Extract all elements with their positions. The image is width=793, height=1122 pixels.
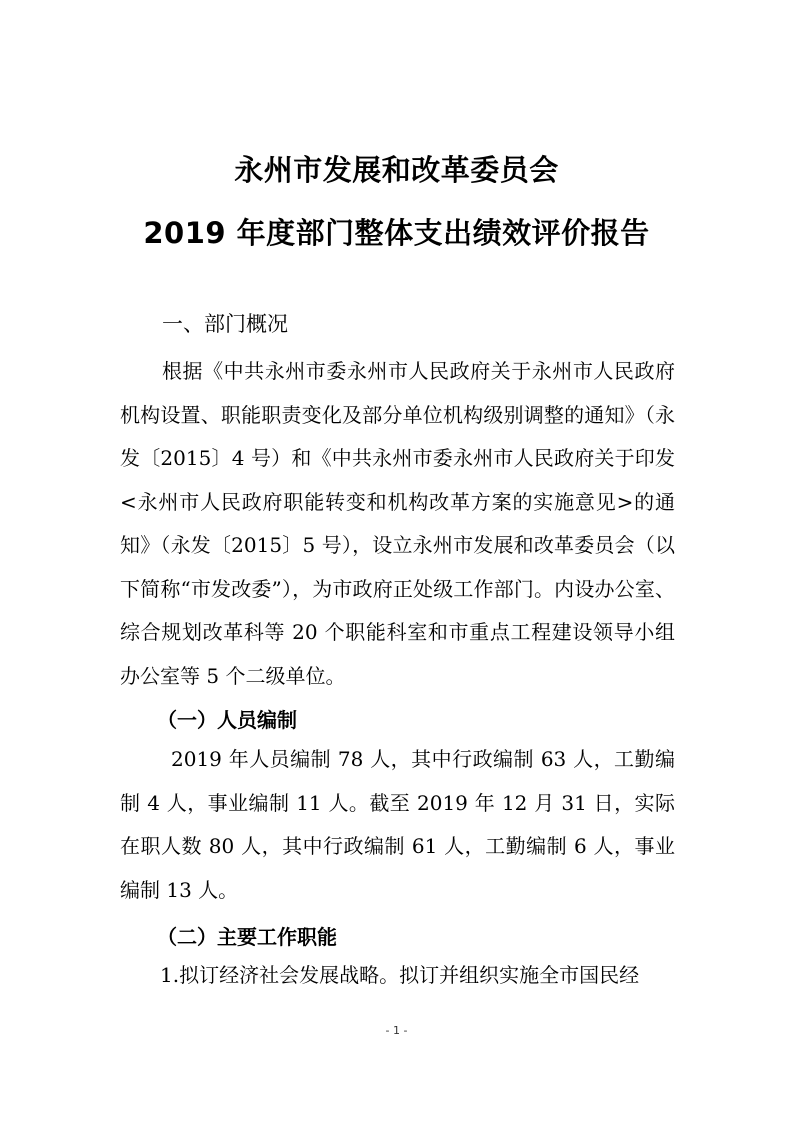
report-title-line-1: 永州市发展和改革委员会 bbox=[234, 153, 559, 187]
subsection-heading-main-functions: （二）主要工作职能 bbox=[157, 925, 337, 949]
paragraph-staffing: 2019 年人员编制 78 人，其中行政编制 63 人，工勤编制 4 人，事业编制 11 人。截至 2019 年 12 月 31 日，实际在职人数 80 人，其中行政编制 61 人，工勤编制 6 人，事业编制 13 人。 bbox=[120, 747, 675, 902]
paragraph-main-functions: 1.拟订经济社会发展战略。拟订并组织实施全市国民经 bbox=[160, 963, 640, 987]
paragraph-department-overview: 根据《中共永州市委永州市人民政府关于永州市人民政府机构设置、职能职责变化及部分单位机构级别调整的通知》（永发〔2015〕4 号）和《中共永州市委永州市人民政府关于印发<永州市人民政府职能转变和机构改革方案的实施意见>的通知》（永发〔2015〕5 号），设立永州市发展和改革委员会（以下简称“市发改委”），为市政府正处级工作部门。内设办公室、综合规划改革科等 20 个职能科室和市重点工程建设领导小组办公室等 5 个二级单位。 bbox=[120, 359, 675, 688]
report-title-line-2: 2019 年度部门整体支出绩效评价报告 bbox=[143, 216, 650, 250]
subsection-heading-staffing: （一）人员编制 bbox=[157, 708, 297, 732]
section-heading-department-overview: 一、部门概况 bbox=[162, 312, 288, 336]
page-number: - 1 - bbox=[385, 1024, 408, 1037]
